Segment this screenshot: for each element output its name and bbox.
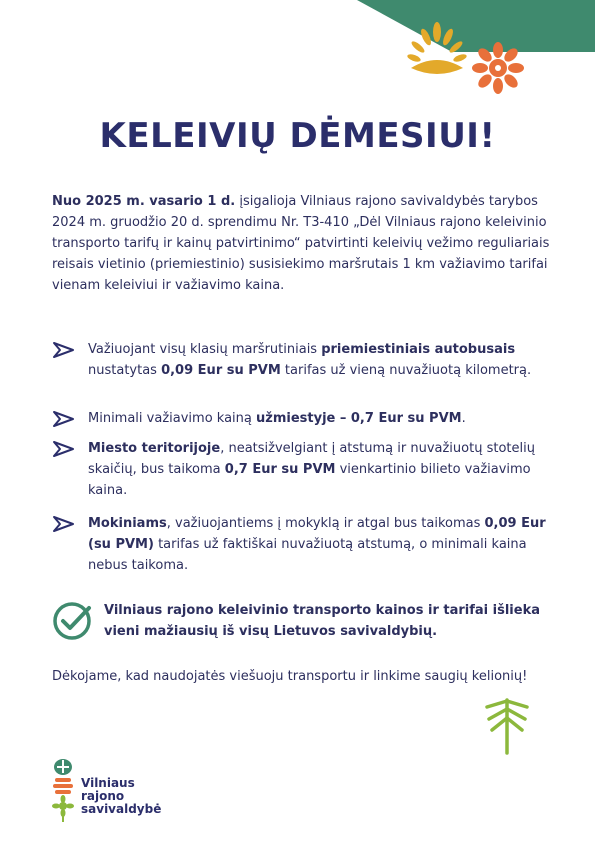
corner-decoration: [0, 0, 595, 100]
item-text: Važiuojant visų klasių maršrutiniais: [88, 342, 322, 357]
item-bold: Miesto teritorijoje: [88, 441, 221, 456]
arrow-icon: [52, 440, 76, 458]
item-bold: užmiestyje – 0,7 Eur su PVM: [256, 411, 462, 426]
item-text: vienkartinio bilieto važiavimo kaina.: [88, 462, 531, 498]
logo-flower-top-icon: [54, 759, 72, 775]
logo-orange-icon: [53, 778, 73, 794]
logo-text: [81, 777, 161, 816]
note-text: Vilniaus rajono keleivinio transporto kainos ir tarifai išlieka vieni mažiausių iš visų Lietuvos savivaldybių.: [104, 603, 541, 639]
item-text: tarifas už faktiškai nuvažiuotą atstumą, o minimali kaina nebus taikoma.: [88, 537, 527, 573]
list-item: [52, 339, 557, 381]
thanks-text: Dėkojame, kad naudojatės viešuoju transportu ir linkime saugių kelionių!: [52, 669, 528, 684]
logo-line-3: savivaldybė: [81, 802, 162, 816]
list-item: [52, 513, 557, 576]
item-text: , važiuojantiems į mokyklą ir atgal bus taikomas: [166, 516, 485, 531]
item-bold: 0,09 Eur su PVM: [161, 363, 281, 378]
item-text: , neatsižvelgiant į atstumą ir nuvažiuotų stotelių skaičių, bus taikoma: [88, 441, 535, 477]
item-bold: Mokiniams: [88, 516, 167, 531]
logo-green-flower-icon: [52, 795, 74, 822]
item-bold: priemiestiniais autobusais: [321, 342, 516, 357]
item-text: .: [461, 411, 466, 426]
logo-line-2: rajono: [81, 789, 125, 803]
arrow-icon: [52, 515, 76, 533]
arrow-icon: [52, 341, 76, 359]
plant-icon: [482, 697, 532, 755]
item-text: nustatytas: [88, 363, 162, 378]
highlight-note: [52, 600, 562, 642]
intro-text: įsigalioja Vilniaus rajono savivaldybės tarybos 2024 m. gruodžio 20 d. sprendimu Nr. T3-410 „Dėl Vilniaus rajono keleivinio transporto tarifų ir kainų patvirtinimo“ patvirtinti keleivių vežimo reguliariais reisais vietinio (priemiestinio) susisiekimo maršrutais 1 km važiavimo tarifai vienam keleiviui ir važiavimo kaina.: [52, 194, 550, 293]
page-title: KELEIVIŲ DĖMESIUI!: [99, 116, 496, 156]
item-text: Minimali važiavimo kainą: [88, 411, 256, 426]
item-text: tarifas už vieną nuvažiuotą kilometrą.: [280, 363, 532, 378]
municipality-logo: [52, 757, 78, 823]
intro-date: Nuo 2025 m. vasario 1 d.: [52, 194, 236, 209]
intro-paragraph: [52, 191, 552, 296]
list-item: [52, 438, 557, 501]
list-item: [52, 408, 557, 429]
item-bold: 0,7 Eur su PVM: [224, 462, 336, 477]
item-bold: 0,09 Eur (su PVM): [88, 516, 546, 552]
check-circle-icon: [52, 600, 94, 642]
arrow-icon: [52, 410, 76, 428]
orange-flower-icon: [472, 42, 524, 94]
logo-line-1: Vilniaus: [81, 776, 135, 790]
